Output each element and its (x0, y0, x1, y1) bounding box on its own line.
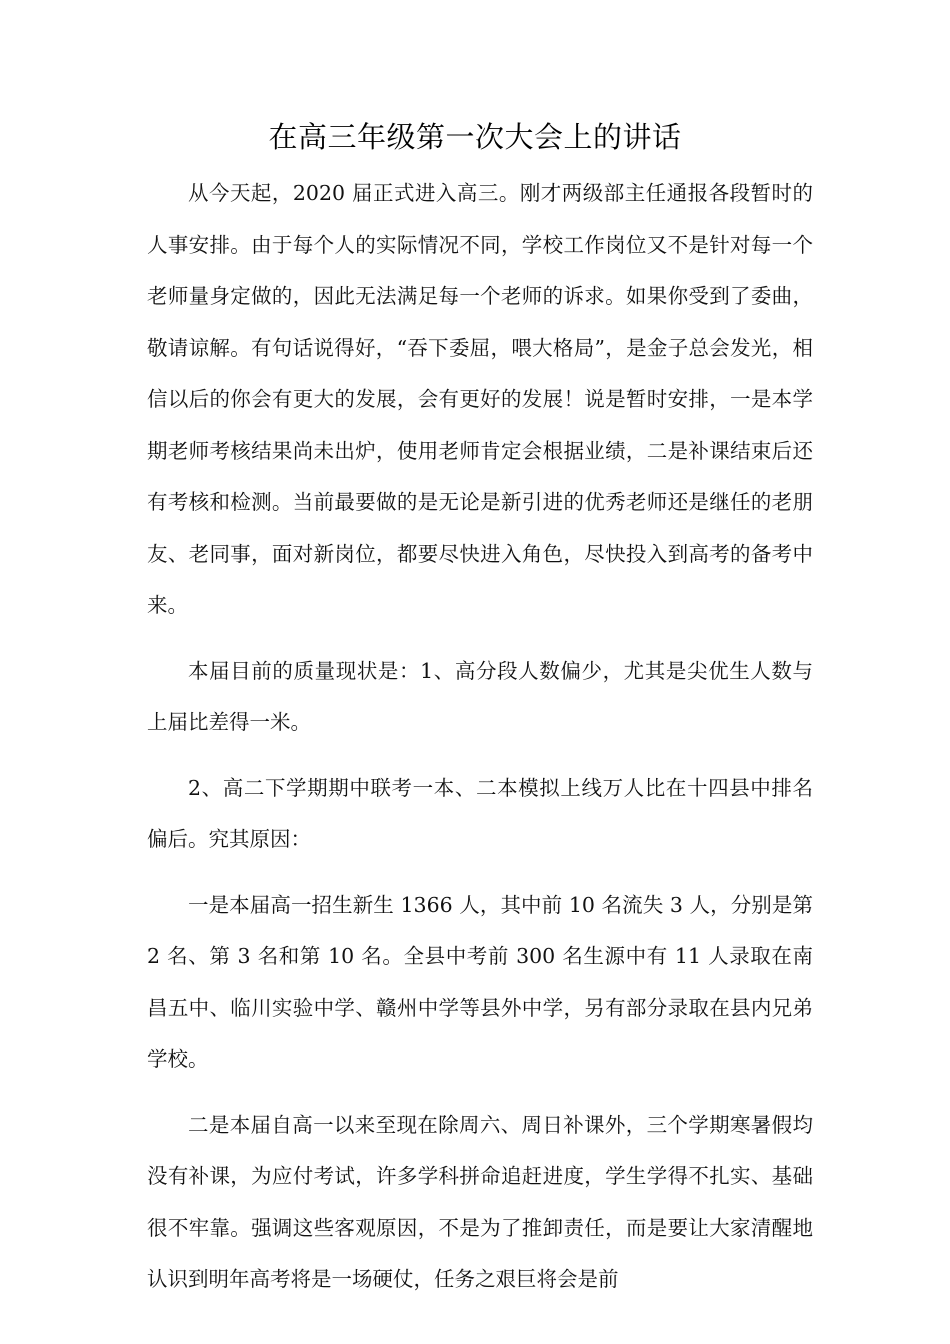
paragraph-3: 2、高二下学期期中联考一本、二本模拟上线万人比在十四县中排名偏后。究其原因： (147, 775, 813, 851)
document-title: 在高三年级第一次大会上的讲话 (268, 120, 682, 154)
paragraph-2: 本届目前的质量现状是：1、高分段人数偏少，尤其是尖优生人数与上届比差得一米。 (147, 658, 813, 734)
paragraph-4: 一是本届高一招生新生 1366 人，其中前 10 名流失 3 人，分别是第 2 名、第 3 名和第 10 名。全县中考前 300 名生源中有 11 人录取在南昌五中、临川实验中学、赣州中学等县外中学，另有部分录取在县内兄弟学校。 (147, 892, 813, 1071)
paragraph-5: 二是本届自高一以来至现在除周六、周日补课外，三个学期寒暑假均没有补课，为应付考试，许多学科拼命追赶进度，学生学得不扎实、基础很不牢靠。强调这些客观原因，不是为了推卸责任，而是要让大家清醒地认识到明年高考将是一场硬仗，任务之艰巨将会是前 (147, 1112, 813, 1291)
paragraph-1: 从今天起，2020 届正式进入高三。刚才两级部主任通报各段暂时的人事安排。由于每个人的实际情况不同，学校工作岗位又不是针对每一个老师量身定做的，因此无法满足每一个老师的诉求。如果你受到了委曲，敬请谅解。有句话说得好，“吞下委屈，喂大格局”，是金子总会发光，相信以后的你会有更大的发展，会有更好的发展！说是暂时安排，一是本学期老师考核结果尚未出炉，使用老师肯定会根据业绩，二是补课结束后还有考核和检测。当前最要做的是无论是新引进的优秀老师还是继任的老朋友、老同事，面对新岗位，都要尽快进入角色，尽快投入到高考的备考中来。 (147, 181, 813, 617)
document-body (147, 168, 813, 1306)
